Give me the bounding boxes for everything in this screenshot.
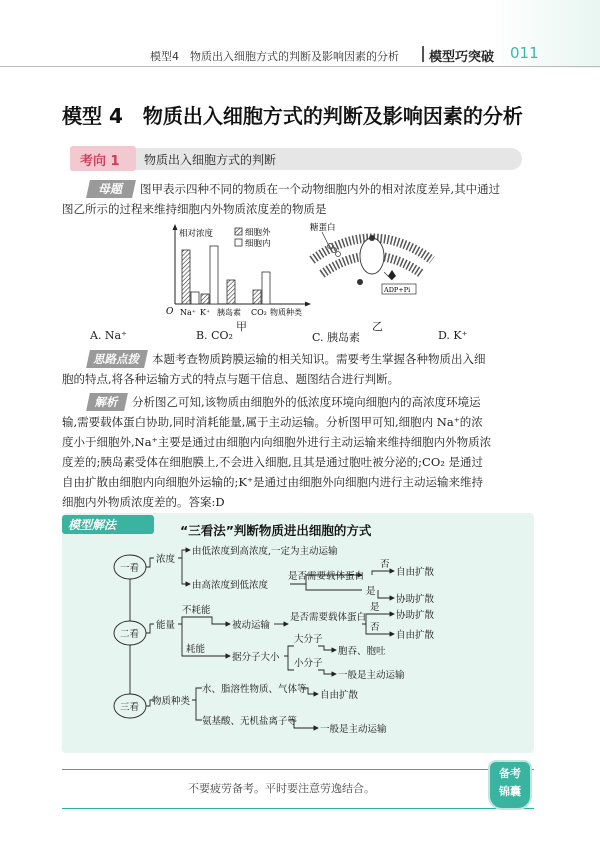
header-separator	[422, 46, 424, 62]
bar-na-in	[191, 292, 199, 304]
analysis-line-5: 细胞内外物质浓度差的。答案:D	[62, 495, 225, 509]
node-concentration: 浓度	[156, 554, 176, 565]
bar-insulin-out	[227, 280, 235, 304]
legend-out-label: 细胞外	[245, 228, 271, 238]
solute-molecule-inside	[357, 279, 363, 285]
running-title: 模型4 物质出入细胞方式的判断及影响因素的分析	[150, 50, 399, 63]
node-energy: 能量	[156, 620, 176, 631]
node-passive: 被动运输	[232, 620, 271, 631]
node-by-size: 据分子大小	[232, 652, 280, 663]
origin-label: O	[166, 307, 174, 317]
glycoprotein-pointer	[322, 232, 328, 244]
thinking-tips-line-1: 本题考查物质跨膜运输的相关知识。需要考生掌握各种物质出入细	[152, 352, 486, 366]
y-axis-label: 相对浓度	[179, 229, 214, 239]
node-need-carrier-1: 是否需要载体蛋白	[288, 571, 365, 582]
option-c: C. 胰岛素	[312, 331, 361, 344]
footer-tip: 不要疲劳备考。平时要注意劳逸结合。	[188, 782, 375, 795]
legend-in-swatch	[235, 239, 242, 246]
three-look-method-diagram	[62, 540, 534, 750]
edge-yes-facilitated	[378, 590, 394, 598]
edge-look1-concentration	[146, 558, 154, 567]
node-small-molecule: 小分子	[294, 658, 323, 669]
tips-badge-line-1: 备考	[499, 767, 521, 780]
option-a: A. Na⁺	[90, 329, 127, 342]
bar-co2-in	[262, 272, 270, 304]
node-water-etc: 水、脂溶性物质、气体等	[202, 684, 307, 695]
figure-yi-caption: 乙	[372, 320, 383, 333]
node-active-usual-2: 一般是主动运输	[320, 724, 387, 735]
analysis-line-1: 输,需要载体蛋白协助,同时消耗能量,属于主动运输。分析图甲可知,细胞内 Na⁺的浓	[62, 415, 483, 429]
atp-star	[388, 270, 396, 280]
node-species: 物质种类	[152, 696, 191, 707]
topic-title: 物质出入细胞方式的判断	[144, 153, 277, 167]
look-2-label: 二看	[120, 629, 140, 640]
node-consume: 耗能	[186, 644, 206, 655]
edge-water	[192, 688, 202, 700]
bar-na-out	[182, 250, 190, 304]
footer-rule-bottom	[62, 808, 534, 809]
edge-yes-branch	[306, 584, 362, 590]
node-high-low: 由高浓度到低浓度	[192, 580, 269, 591]
node-free-diffusion: 自由扩散	[396, 567, 435, 578]
node-amino-etc: 氨基酸、无机盐离子等	[202, 716, 298, 727]
node-no-energy: 不耗能	[182, 605, 211, 616]
edge-no-energy	[178, 617, 230, 624]
edge-endo-exo	[318, 646, 336, 650]
node-low-high: 由低浓度到高浓度,一定为主动运输	[192, 546, 338, 557]
option-b: B. CO₂	[196, 329, 233, 342]
edge-high-low	[182, 558, 190, 584]
node-endo-exo: 胞吞、胞吐	[338, 646, 386, 657]
carrier-protein	[360, 238, 384, 274]
x-tick-k: K⁺	[200, 308, 211, 317]
node-no-2: 否	[370, 622, 380, 633]
node-facilitated-2: 协助扩散	[396, 610, 435, 621]
look-3-label: 三看	[120, 702, 140, 713]
thinking-tips-badge: 思路点拨	[86, 350, 148, 368]
edge-no-free	[372, 571, 394, 575]
solute-molecule	[369, 235, 375, 241]
edge-look2-energy	[146, 624, 154, 633]
node-facilitated-1: 协助扩散	[396, 594, 435, 605]
option-d: D. K⁺	[438, 329, 468, 342]
glycoprotein-label: 糖蛋白	[310, 223, 336, 233]
edge-low-high	[178, 550, 190, 558]
edge-active-usual	[318, 670, 336, 674]
footer-rule-top	[62, 769, 534, 770]
y-axis-arrow	[173, 224, 178, 230]
thinking-tips-line-2: 胞的特点,将各种运输方式的特点与题干信息、题图结合进行判断。	[62, 372, 400, 386]
bar-k-out	[201, 294, 209, 304]
header-decoration	[490, 0, 600, 68]
question-line-1: 图甲表示四种不同的物质在一个动物细胞内外的相对浓度差异,其中通过	[140, 182, 501, 196]
analysis-line-3: 度差的;胰岛素受体在细胞膜上,不会进入细胞,且其是通过胞吐被分泌的;CO₂ 是通过	[62, 455, 484, 469]
adp-label: ADP+Pi	[384, 286, 411, 294]
analysis-badge: 解析	[86, 393, 128, 411]
page-title: 模型 4 物质出入细胞方式的判断及影响因素的分析	[62, 104, 523, 128]
look-1-label: 一看	[120, 563, 140, 574]
question-badge: 母题	[86, 180, 136, 198]
figure-jia-bar-chart	[165, 222, 315, 317]
x-tick-co2: CO₂	[251, 308, 267, 317]
topic-bar	[70, 148, 522, 170]
node-yes-1: 是	[366, 586, 376, 597]
node-need-carrier-2: 是否需要载体蛋白	[290, 612, 367, 623]
bar-co2-out	[253, 290, 261, 304]
node-free-diffusion-3: 自由扩散	[320, 690, 359, 701]
edge-big	[284, 646, 294, 656]
header-rule	[0, 66, 600, 67]
node-big-molecule: 大分子	[294, 634, 323, 645]
tips-badge-line-2: 锦囊	[499, 785, 521, 798]
bar-k-in	[210, 246, 218, 304]
topic-tag-label: 考向 1	[80, 154, 120, 169]
question-line-2: 图乙所示的过程来维持细胞内外物质浓度差的物质是	[62, 202, 327, 216]
x-tick-na: Na⁺	[180, 308, 196, 317]
analysis-line-0: 分析图乙可知,该物质由细胞外的低浓度环境向细胞内的高浓度环境运	[132, 395, 481, 409]
figure-jia-caption: 甲	[236, 320, 247, 333]
node-yes-2: 是	[370, 602, 380, 613]
legend-out-swatch	[235, 228, 242, 235]
x-tick-insulin: 胰岛素	[217, 308, 241, 317]
x-axis-label: 物质种类	[270, 308, 302, 317]
figure-yi-membrane-diagram	[300, 218, 445, 313]
node-free-diffusion-2: 自由扩散	[396, 630, 435, 641]
node-active-usual: 一般是主动运输	[338, 670, 405, 681]
model-method-tag-label: 模型解法	[68, 518, 117, 532]
model-method-title: “三看法”判断物质进出细胞的方式	[180, 523, 372, 538]
page-number: 011	[510, 44, 539, 62]
legend-in-label: 细胞内	[245, 239, 271, 249]
section-name: 模型巧突破	[429, 50, 495, 65]
analysis-line-2: 度小于细胞外,Na⁺主要是通过由细胞内向细胞外进行主动运输来维持细胞内外物质浓	[62, 435, 492, 449]
analysis-line-4: 自由扩散由细胞内向细胞外运输的;K⁺是通过由细胞外向细胞内进行主动运输来维持	[62, 475, 484, 489]
node-no-1: 否	[380, 559, 390, 570]
